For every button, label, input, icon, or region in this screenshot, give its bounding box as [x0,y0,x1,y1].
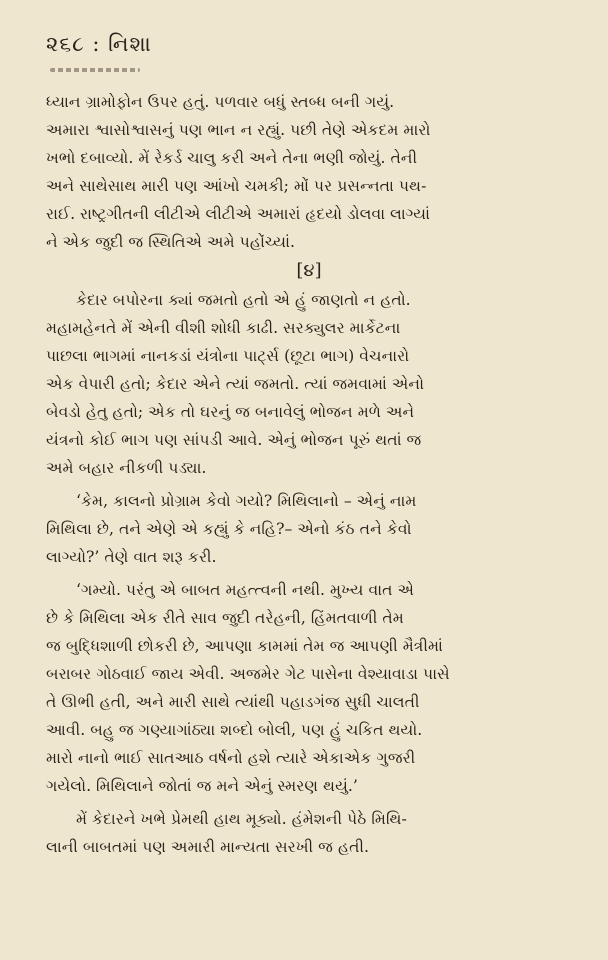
text-line: એક વેપારી હતો; કેદાર એને ત્યાં જમતો. ત્યાં જમવામાં એનો [46,374,425,393]
text-line: આવી. બહુ જ ગણ્યાગાંઠ્યા શબ્દો બોલી, પણ હું ચકિત થયો. [46,720,423,739]
page-body [46,88,572,861]
text-line: ‘કેમ, કાલનો પ્રોગ્રામ કેવો ગયો? મિથિલાનો – એનું નામ [76,491,417,510]
text-line: તે ઊભી હતી, અને મારી સાથે ત્યાંથી પહાડગંજ સુધી ચાલતી [46,692,420,711]
text-line: લાગ્યો?’ તેણે વાત શરૂ કરી. [46,547,217,566]
header-separator: : [92,32,101,56]
text-line: રાઈ. રાષ્ટ્રગીતની લીટીએ લીટીએ અમારાં હૃદયો ડોલવા લાગ્યાં [46,204,430,223]
text-line: બેવડો હેતુ હતો; એક તો ઘરનું જ બનાવેલું ભોજન મળે અને [46,402,415,421]
text-line: લાની બાબતમાં પણ અમારી માન્યતા સરખી જ હતી. [46,837,370,856]
text-line: ગયેલો. મિથિલાને જોતાં જ મને એનું સ્મરણ થયું.’ [46,776,358,795]
text-line: મહામહેનતે મેં એની વીશી શોધી કાઢી. સરક્યુલર માર્કેટના [46,318,401,337]
text-line: કેદાર બપોરના ક્યાં જમતો હતો એ હું જાણતો ન હતો. [76,290,411,309]
text-line: અને સાથેસાથ મારી પણ આંખો ચમકી; મોં પર પ્રસન્નતા પથ- [46,176,427,195]
text-line: જ બુદ્ધિશાળી છોકરી છે, આપણા કામમાં તેમ જ આપણી મૈત્રીમાં [46,636,443,655]
text-line: અમારા શ્વાસોશ્વાસનું પણ ભાન ન રહ્યું. પછી તેણે એકદમ મારો [46,120,431,139]
text-line: બરાબર ગોઠવાઈ જાય એવી. અજમેર ગેટ પાસેના વેશ્યાવાડા પાસે [46,664,450,683]
text-line: છે કે મિથિલા એક રીતે સાવ જુદી તરેહની, હિંમતવાળી તેમ [46,608,404,627]
text-line: ખભો દબાવ્યો. મેં રેકર્ડ ચાલુ કરી અને તેના ભણી જોયું. તેની [46,148,418,167]
text-line: મિથિલા છે, તને એણે એ કહ્યું કે નહિ?– એનો કંઠ તને કેવો [46,519,412,538]
chapter-title: નિશા [108,32,152,56]
text-line: અમે બહાર નીકળી પડ્યા. [46,458,207,477]
text-line: ને એક જુદી જ સ્થિતિએ અમે પહોંચ્યાં. [46,232,295,251]
text-line: યંત્રનો કોઈ ભાગ પણ સાંપડી આવે. એનું ભોજન પૂરું થતાં જ [46,430,422,449]
paragraph [46,576,572,800]
page-header [46,32,152,57]
paragraph [46,88,572,256]
text-line: ધ્યાન ગ્રામોફોન ઉપર હતું. પળવાર બધું સ્તબ્ધ બની ગયું. [46,92,395,111]
text-line: ‘ગમ્યો. પરંતુ એ બાબત મહત્ત્વની નથી. મુખ્ય વાત એ [76,580,415,599]
text-line: મારો નાનો ભાઈ સાતઆઠ વર્ષનો હશે ત્યારે એકાએક ગુજરી [46,748,416,767]
paragraph [46,286,572,482]
paragraph [46,805,572,861]
paragraph [46,487,572,571]
text-line: પાછલા ભાગમાં નાનકડાં યંત્રોના પાર્ટ્સ (છૂટા ભાગ) વેચનારો [46,346,410,365]
decorative-underline [50,68,140,72]
text-line: મેં કેદારને ખભે પ્રેમથી હાથ મૂક્યો. હંમેશની પેઠે મિથિ- [76,809,407,828]
section-number: [૪] [296,260,322,281]
page-number: ૨૬૮ [46,32,85,56]
